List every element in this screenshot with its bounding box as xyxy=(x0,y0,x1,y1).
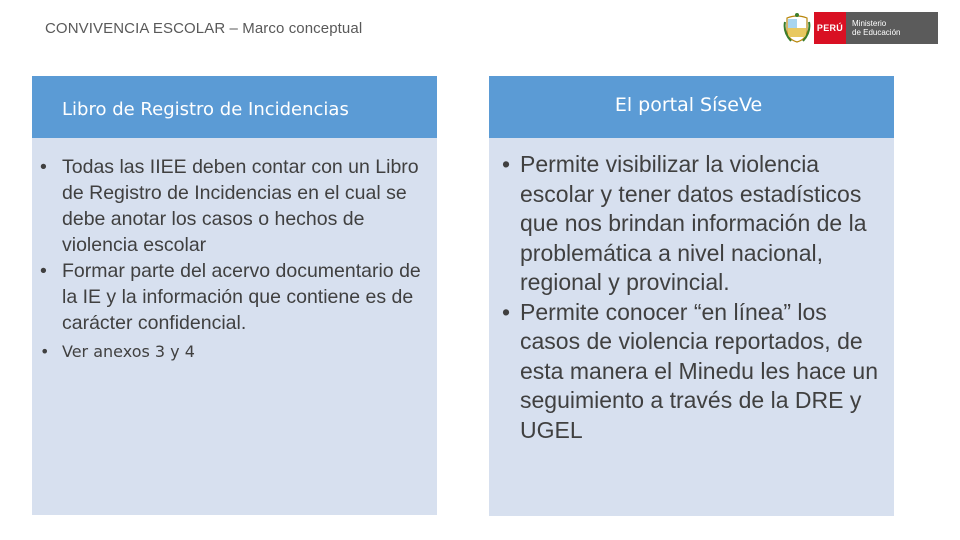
peru-label: PERÚ xyxy=(814,12,846,44)
ministry-line-2: de Educación xyxy=(852,28,901,37)
ministry-line-1: Ministerio xyxy=(852,19,887,28)
right-panel xyxy=(489,76,894,516)
left-bullet-3: • Ver anexos 3 y 4 xyxy=(62,342,421,362)
ministry-label xyxy=(846,12,938,44)
right-bullet-2: • Permite conocer “en línea” los casos de violencia reportados, de esta manera el Minedu les hace un seguimiento a través de la DRE y UGEL xyxy=(520,298,884,446)
right-bullet-1: • Permite visibilizar la violencia escolar y tener datos estadísticos que nos brindan información de la problemática a nivel nacional, regional y provincial. xyxy=(520,150,884,298)
left-panel xyxy=(32,76,437,515)
left-bullet-2: • Formar parte del acervo documentario de la IE y la información que contiene es de carácter confidencial. xyxy=(62,258,421,336)
left-panel-title: Libro de Registro de Incidencias xyxy=(32,76,437,138)
slide-header-title: CONVIVENCIA ESCOLAR – Marco conceptual xyxy=(45,20,363,37)
left-panel-bullets xyxy=(32,138,437,362)
coat-of-arms-icon xyxy=(783,12,811,44)
right-panel-title: El portal SíseVe xyxy=(489,76,894,138)
left-bullet-1: • Todas las IIEE deben contar con un Libro de Registro de Incidencias en el cual se debe anotar los casos o hechos de violencia escolar xyxy=(62,154,421,258)
right-panel-bullets xyxy=(489,138,894,445)
ministry-logo xyxy=(783,12,938,44)
